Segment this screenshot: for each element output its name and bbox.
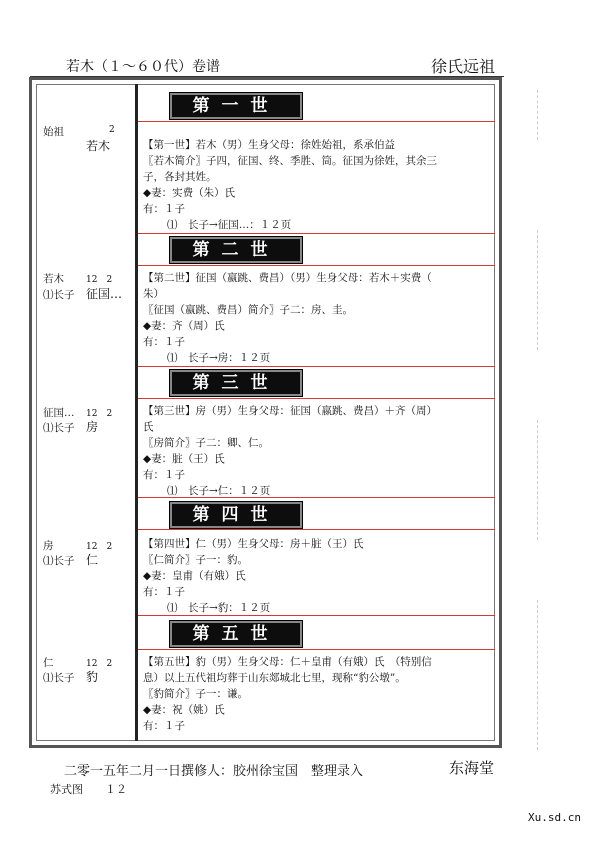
generation-entry xyxy=(143,536,495,616)
parent-name: 仁 xyxy=(43,657,54,669)
generation-badge: 第四世 xyxy=(170,502,302,528)
child-relation: ⑴长子 xyxy=(43,289,75,301)
entry-line: ⑴ 长子→仁：１２页 xyxy=(167,485,271,497)
chart-style-page: 苏式图 １２ xyxy=(50,783,127,796)
separator-line xyxy=(138,121,495,122)
entry-line: 【第二世】征国（嬴跳、费昌）（男）生身父母：若木＋实费（ xyxy=(143,272,432,284)
member-name: 房 xyxy=(86,420,99,434)
entry-line: ◆妻：皇甫（有娥）氏 xyxy=(143,570,246,582)
member-name: 豹 xyxy=(86,670,99,684)
entry-line: 【第三世】房（男）生身父母：征国（嬴跳、费昌）＋齐（周） xyxy=(143,405,437,417)
column-divider xyxy=(135,84,138,741)
entry-line: 有：１子 xyxy=(143,586,185,598)
entry-line: ◆妻：脏（王）氏 xyxy=(143,453,225,465)
entry-line: 〖仁简介〗子一：豹。 xyxy=(143,554,248,566)
member-name: 若木 xyxy=(86,139,111,153)
parent-name: 房 xyxy=(43,540,54,552)
entry-line: 朱） xyxy=(143,288,164,300)
generation-badge: 第三世 xyxy=(170,370,302,396)
separator-line xyxy=(138,529,495,530)
margin-mark xyxy=(537,90,538,140)
generation-entry xyxy=(143,137,495,233)
entry-line: 有：１子 xyxy=(143,336,185,348)
parent-name: 征国… xyxy=(43,407,75,419)
page-reference: 12 2 xyxy=(86,659,113,669)
separator-line xyxy=(138,649,495,650)
margin-mark xyxy=(537,420,538,540)
entry-line: 〖若木简介〗子四，征国、终、季胜、筒。征国为徐姓，其余三 xyxy=(143,155,437,167)
hall-name: 东海堂 xyxy=(449,759,495,777)
generation-badge: 第五世 xyxy=(170,621,302,647)
separator-line xyxy=(138,233,495,234)
entry-line: 〖征国（嬴跳、费昌）简介〗子二：房、圭。 xyxy=(143,304,353,316)
child-relation: ⑴长子 xyxy=(43,672,75,684)
ancestor-title: 始祖 xyxy=(43,126,64,138)
compiler-credit: 二零一五年二月一日撰修人：胶州徐宝国 整理录入 xyxy=(64,764,364,779)
entry-line: 【第一世】若木（男）生身父母：徐姓始祖，系承伯益 xyxy=(143,139,395,151)
entry-line: 有：１子 xyxy=(143,203,185,215)
separator-line xyxy=(138,398,495,399)
entry-line: 【第五世】豹（男）生身父母：仁＋皇甫（有娥）氏 （特别信 xyxy=(143,656,432,668)
page-reference: 12 2 xyxy=(86,409,113,419)
page-reference: 12 2 xyxy=(86,275,113,285)
child-relation: ⑴长子 xyxy=(43,422,75,434)
entry-line: 有：１子 xyxy=(143,469,185,481)
generation-badge: 第二世 xyxy=(170,237,302,263)
header-title: 若木（１～６０代）卷谱 xyxy=(66,59,220,75)
parent-name: 若木 xyxy=(43,273,64,285)
separator-line xyxy=(138,366,495,367)
separator-line xyxy=(138,265,495,266)
generation-entry xyxy=(143,270,495,366)
generation-badge: 第一世 xyxy=(170,93,302,119)
entry-line: ⑴ 长子→征国…：１２页 xyxy=(167,219,292,231)
entry-line: 有：１子 xyxy=(143,720,185,732)
margin-mark xyxy=(537,600,538,750)
generation-entry xyxy=(143,403,495,499)
entry-line: ◆妻：齐（周）氏 xyxy=(143,320,225,332)
entry-line: 〖房简介〗子二：卿、仁。 xyxy=(143,437,269,449)
entry-line: ◆妻：实费（朱）氏 xyxy=(143,187,236,199)
entry-line: 【第四世】仁（男）生身父母：房＋脏（王）氏 xyxy=(143,538,364,550)
margin-mark xyxy=(537,230,538,350)
entry-line: ⑴ 长子→豹：１２页 xyxy=(167,602,271,614)
entry-line: 息）以上五代祖均葬于山东郯城北七里，现称“豹公墩”。 xyxy=(143,672,406,684)
entry-line: ⑴ 长子→房：１２页 xyxy=(167,352,271,364)
member-name: 仁 xyxy=(86,553,99,567)
page-reference: 2 xyxy=(109,125,115,135)
child-relation: ⑴长子 xyxy=(43,555,75,567)
generation-entry xyxy=(143,654,495,734)
page-reference: 12 2 xyxy=(86,542,113,552)
header-section: 徐氏远祖 xyxy=(431,57,496,76)
entry-line: 子，各封其姓。 xyxy=(143,171,217,183)
entry-line: ◆妻：祝（姚）氏 xyxy=(143,704,225,716)
site-watermark: Xu.sd.cn xyxy=(528,811,581,824)
member-name: 征国… xyxy=(86,287,123,301)
entry-line: 〖豹简介〗子一：谦。 xyxy=(143,688,248,700)
entry-line: 氏 xyxy=(143,421,154,433)
